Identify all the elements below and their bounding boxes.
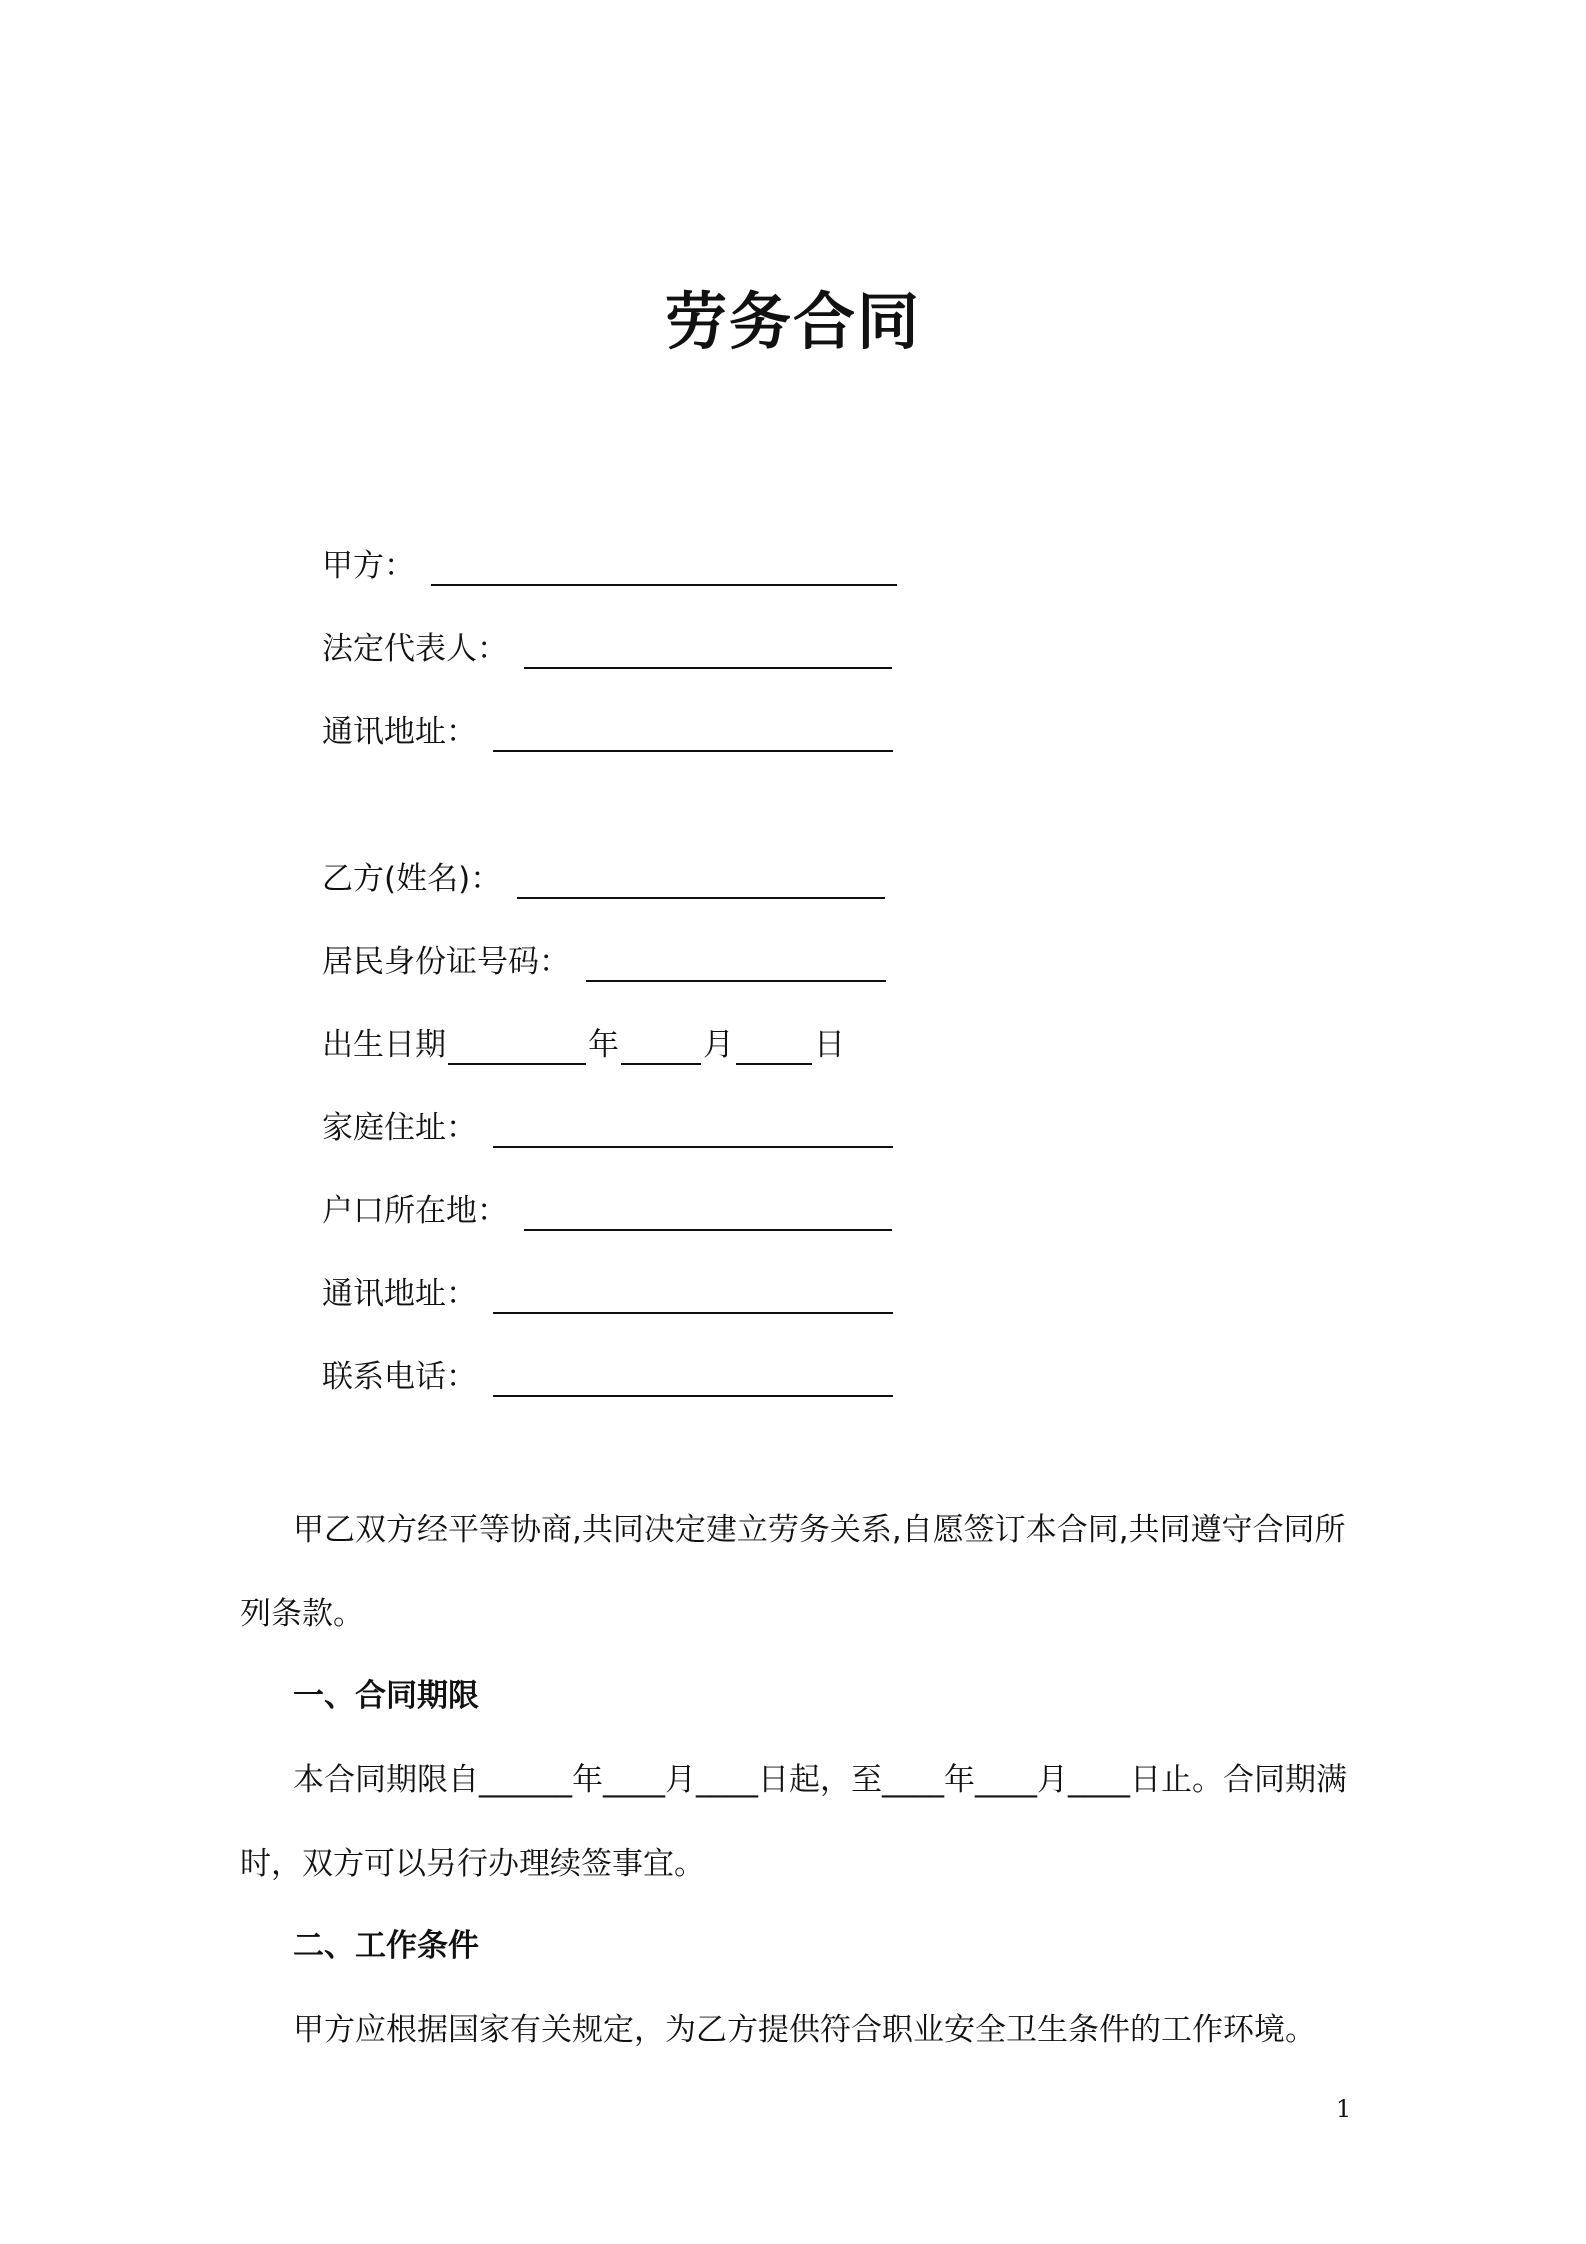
hukou-label: 户口所在地： bbox=[322, 1193, 508, 1229]
birth-year-label: 年 bbox=[588, 1027, 619, 1063]
birth-day-label: 日 bbox=[814, 1027, 845, 1063]
party-b-address-field bbox=[322, 1270, 893, 1314]
birth-date-field bbox=[322, 1021, 845, 1065]
birth-day-blank[interactable] bbox=[736, 1027, 812, 1065]
legal-representative-blank[interactable] bbox=[524, 631, 892, 669]
home-address-label: 家庭住址： bbox=[322, 1110, 477, 1146]
phone-label: 联系电话： bbox=[322, 1359, 477, 1395]
party-b-address-label: 通讯地址： bbox=[322, 1276, 477, 1312]
party-a-address-blank[interactable] bbox=[493, 714, 893, 752]
document-title: 劳务合同 bbox=[664, 285, 921, 358]
party-b-name-blank[interactable] bbox=[517, 861, 885, 899]
section-1-heading: 一、合同期限 bbox=[293, 1678, 479, 1714]
intro-paragraph: 甲乙双方经平等协商,共同决定建立劳务关系,自愿签订本合同,共同遵守合同所列条款。 bbox=[240, 1512, 1346, 1632]
party-a-name-label: 甲方： bbox=[322, 548, 415, 584]
party-a-address-label: 通讯地址： bbox=[322, 714, 477, 750]
hukou-field bbox=[322, 1187, 892, 1231]
party-a-name-field bbox=[322, 542, 897, 586]
section-2-paragraph: 甲方应根据国家有关规定，为乙方提供符合职业安全卫生条件的工作环境。 bbox=[293, 2012, 1316, 2048]
birth-month-blank[interactable] bbox=[621, 1027, 701, 1065]
party-b-name-label: 乙方(姓名)： bbox=[322, 861, 502, 897]
section-1-paragraph: 本合同期限自______年____月____日起，至____年____月____日止。合同期满时，双方可以另行办理续签事宜。 bbox=[240, 1762, 1347, 1882]
home-address-blank[interactable] bbox=[493, 1110, 893, 1148]
id-number-field bbox=[322, 938, 886, 982]
phone-blank[interactable] bbox=[493, 1359, 893, 1397]
legal-representative-field bbox=[322, 625, 892, 669]
birth-month-label: 月 bbox=[703, 1027, 734, 1063]
legal-representative-label: 法定代表人： bbox=[322, 631, 508, 667]
page-number: 1 bbox=[1336, 2095, 1352, 2123]
hukou-blank[interactable] bbox=[524, 1193, 892, 1231]
phone-field bbox=[322, 1353, 893, 1397]
birth-date-label: 出生日期 bbox=[322, 1027, 446, 1063]
party-a-address-field bbox=[322, 708, 893, 752]
party-a-name-blank[interactable] bbox=[431, 548, 897, 586]
section-2-heading: 二、工作条件 bbox=[293, 1928, 479, 1964]
party-b-address-blank[interactable] bbox=[493, 1276, 893, 1314]
id-number-blank[interactable] bbox=[586, 944, 886, 982]
birth-year-blank[interactable] bbox=[448, 1027, 586, 1065]
id-number-label: 居民身份证号码： bbox=[322, 944, 570, 980]
home-address-field bbox=[322, 1104, 893, 1148]
party-b-name-field bbox=[322, 855, 885, 899]
